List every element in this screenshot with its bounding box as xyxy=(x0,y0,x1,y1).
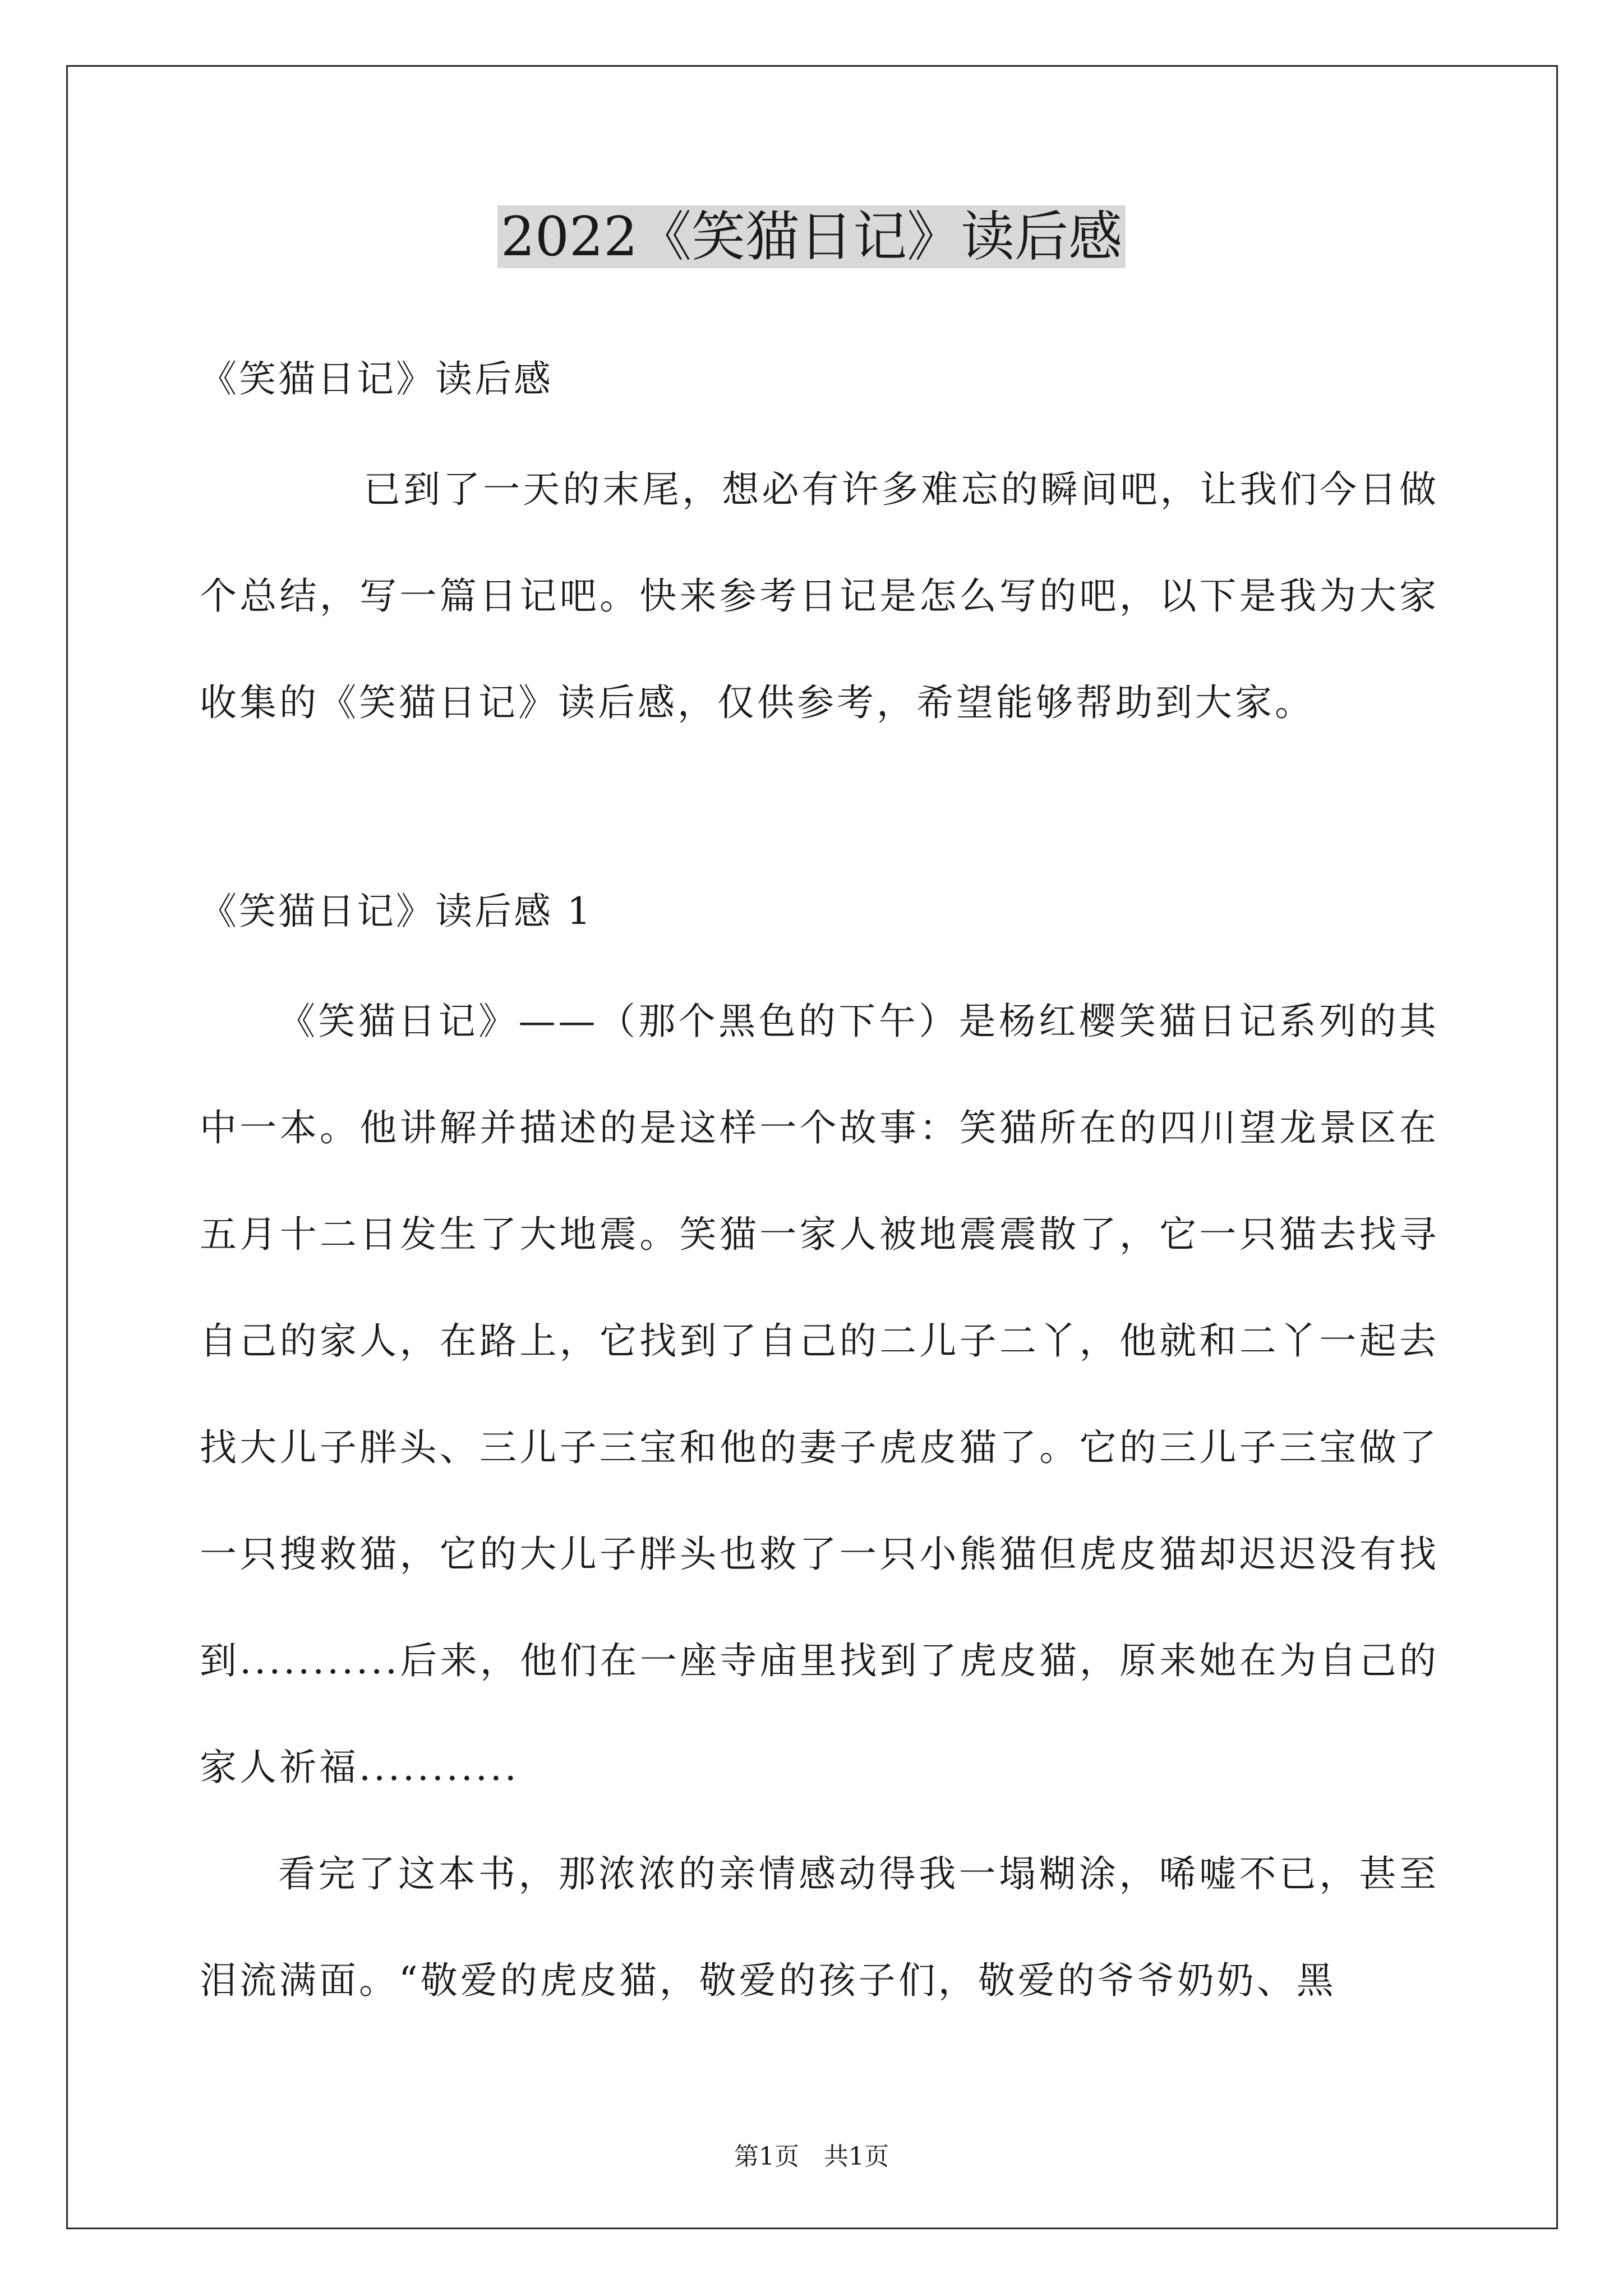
section-heading: 《笑猫日记》读后感 1 xyxy=(200,890,593,933)
subtitle: 《笑猫日记》读后感 xyxy=(200,357,553,401)
document-title xyxy=(0,197,1623,276)
document-title-text: 2022《笑猫日记》读后感 xyxy=(497,205,1126,268)
page-footer: 第1页 共1页 xyxy=(734,2142,889,2171)
body-paragraph-2: 看完了这本书，那浓浓的亲情感动得我一塌糊涂，唏嘘不已，甚至泪流满面。“敬爱的虎皮猫，敬爱的孩子们，敬爱的爷爷奶奶、黑 xyxy=(200,1852,1439,2002)
intro-paragraph xyxy=(200,436,1439,756)
section-body xyxy=(200,968,1439,2034)
body-paragraph-1: 《笑猫日记》——（那个黑色的下午）是杨红樱笑猫日记系列的其中一本。他讲解并描述的是这样一个故事：笑猫所在的四川望龙景区在五月十二日发生了大地震。笑猫一家人被地震震散了，它一只猫去找寻自己的家人，在路上，它找到了自己的二儿子二丫，他就和二丫一起去找大儿子胖头、三儿子三宝和他的妻子虎皮猫了。它的三儿子三宝做了一只搜救猫，它的大儿子胖头也救了一只小熊猫但虎皮猫却迟迟没有找到...........后来，他们在一座寺庙里找到了虎皮猫，原来她在为自己的家人祈福........... xyxy=(200,1000,1439,1789)
intro-text: 已到了一天的末尾，想必有许多难忘的瞬间吧，让我们今日做个总结，写一篇日记吧。快来参考日记是怎么写的吧，以下是我为大家收集的《笑猫日记》读后感，仅供参考，希望能够帮助到大家。 xyxy=(200,468,1439,724)
